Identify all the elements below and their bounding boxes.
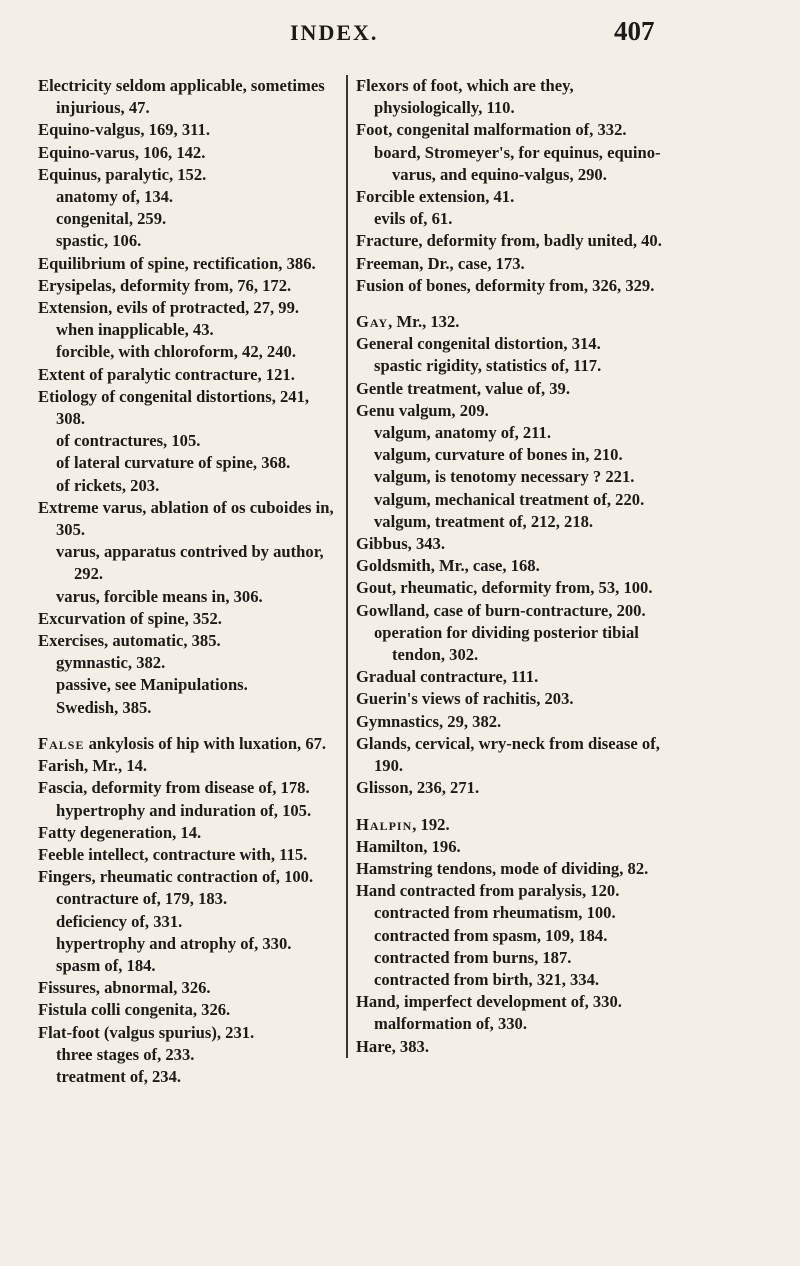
index-entry: Goldsmith, Mr., case, 168. [356, 556, 540, 576]
index-subentry: of lateral curvature of spine, 368. [56, 453, 291, 473]
index-subentry: valgum, treatment of, 212, 218. [374, 511, 594, 531]
section-gap [356, 297, 676, 311]
index-subentry: when inapplicable, 43. [56, 320, 214, 340]
index-subentry: malformation of, 330. [374, 1014, 528, 1034]
index-subentry: spastic rigidity, statistics of, 117. [374, 356, 602, 376]
index-entry: Gowlland, case of burn-contracture, 200. [356, 600, 646, 620]
index-subentry: contracted from rheumatism, 100. [374, 903, 616, 923]
index-entry: Equilibrium of spine, rectification, 386. [38, 253, 316, 273]
page-number: 407 [614, 16, 655, 46]
index-letter-lead: Gay [356, 312, 389, 332]
index-subentry: of rickets, 203. [56, 475, 160, 495]
index-subentry: gymnastic, 382. [56, 653, 166, 673]
index-subentry: anatomy of, 134. [56, 187, 174, 207]
index-entry-text: , 192. [412, 814, 450, 834]
index-subentry: Swedish, 385. [56, 697, 152, 717]
index-entry: Etiology of congenital distortions, 241, 308. [38, 386, 310, 429]
index-subentry: hypertrophy and induration of, 105. [56, 800, 312, 820]
index-entry [38, 733, 338, 755]
index-entry: Flexors of foot, which are they, physiologically, 110. [356, 76, 574, 118]
index-entry [356, 311, 676, 333]
index-entry: Equino-varus, 106, 142. [38, 142, 206, 162]
index-entry: Fissures, abnormal, 326. [38, 978, 211, 998]
index-column-left [38, 75, 338, 1088]
index-entry: Glands, cervical, wry-neck from disease of, 190. [356, 733, 660, 776]
index-entry: Foot, congenital malformation of, 332. [356, 120, 627, 140]
index-entry: Fatty degeneration, 14. [38, 822, 202, 842]
index-subentry: spasm of, 184. [56, 955, 156, 975]
index-subentry: evils of, 61. [374, 209, 453, 229]
index-subentry: deficiency of, 331. [56, 911, 183, 931]
index-subentry: congenital, 259. [56, 209, 167, 229]
index-entry: Erysipelas, deformity from, 76, 172. [38, 275, 292, 295]
index-entry: Gradual contracture, 111. [356, 667, 539, 687]
index-subentry: spastic, 106. [56, 231, 142, 251]
index-subentry: board, Stromeyer's, for equinus, equino-varus, and equino-valgus, 290. [374, 142, 661, 184]
index-subentry: valgum, mechanical treatment of, 220. [374, 489, 645, 509]
index-entry: Equinus, paralytic, 152. [38, 164, 207, 184]
index-subentry: varus, forcible means in, 306. [56, 586, 263, 606]
index-entry-text: , Mr., 132. [388, 312, 460, 332]
index-entry: Hamilton, 196. [356, 836, 461, 856]
index-entry: General congenital distortion, 314. [356, 334, 601, 354]
index-entry: Fusion of bones, deformity from, 326, 329. [356, 275, 655, 295]
section-gap [356, 800, 676, 814]
index-entry: Hand, imperfect development of, 330. [356, 992, 622, 1012]
index-subentry: forcible, with chloroform, 42, 240. [56, 342, 296, 362]
index-entry: Fracture, deformity from, badly united, 40. [356, 231, 662, 251]
index-entry: Fistula colli congenita, 326. [38, 1000, 231, 1020]
index-entry: Extreme varus, ablation of os cuboides in, 305. [38, 497, 334, 540]
page-header-title: INDEX. [290, 20, 379, 45]
index-entry: Glisson, 236, 271. [356, 778, 480, 798]
index-entry: Flat-foot (valgus spurius), 231. [38, 1022, 255, 1042]
index-entry: Excurvation of spine, 352. [38, 608, 222, 628]
index-entry: Gymnastics, 29, 382. [356, 711, 502, 731]
index-entry: Extent of paralytic contracture, 121. [38, 364, 295, 384]
index-subentry: contracture of, 179, 183. [56, 889, 228, 909]
index-subentry: of contractures, 105. [56, 431, 201, 451]
index-entry: Farish, Mr., 14. [38, 756, 148, 776]
index-subentry: hypertrophy and atrophy of, 330. [56, 933, 292, 953]
index-entry [356, 814, 676, 836]
index-subentry: passive, see Manipulations. [56, 675, 248, 695]
index-entry: Hare, 383. [356, 1036, 429, 1056]
section-gap [38, 719, 338, 733]
index-subentry: operation for dividing posterior tibial tendon, 302. [374, 622, 639, 665]
index-subentry: contracted from burns, 187. [374, 947, 572, 967]
index-entry: Hand contracted from paralysis, 120. [356, 881, 620, 901]
index-entry: Forcible extension, 41. [356, 187, 515, 207]
index-entry: Gentle treatment, value of, 39. [356, 378, 570, 398]
index-subentry: contracted from birth, 321, 334. [374, 969, 600, 989]
index-letter-lead: Halpin [356, 814, 413, 834]
index-entry: Hamstring tendons, mode of dividing, 82. [356, 858, 649, 878]
index-entry: Gout, rheumatic, deformity from, 53, 100. [356, 578, 653, 598]
index-entry: Genu valgum, 209. [356, 400, 489, 420]
index-letter-lead: False [38, 733, 85, 753]
index-entry: Fingers, rheumatic contraction of, 100. [38, 867, 314, 887]
index-entry: Electricity seldom applicable, sometimes injurious, 47. [38, 76, 325, 118]
index-entry-text: ankylosis of hip with luxation, 67. [84, 733, 327, 753]
index-entry: Equino-valgus, 169, 311. [38, 120, 210, 140]
index-subentry: three stages of, 233. [56, 1044, 195, 1064]
index-subentry: varus, apparatus contrived by author, 292. [56, 542, 324, 584]
index-subentry: valgum, anatomy of, 211. [374, 423, 552, 443]
index-subentry: valgum, curvature of bones in, 210. [374, 445, 623, 465]
index-subentry: valgum, is tenotomy necessary ? 221. [374, 467, 635, 487]
index-entry: Feeble intellect, contracture with, 115. [38, 844, 308, 864]
index-entry: Exercises, automatic, 385. [38, 631, 221, 651]
index-entry: Freeman, Dr., case, 173. [356, 253, 525, 273]
index-entry: Fascia, deformity from disease of, 178. [38, 778, 310, 798]
index-subentry: treatment of, 234. [56, 1066, 182, 1086]
index-column-right [346, 75, 676, 1058]
index-subentry: contracted from spasm, 109, 184. [374, 925, 608, 945]
index-entry: Extension, evils of protracted, 27, 99. [38, 298, 300, 318]
index-entry: Guerin's views of rachitis, 203. [356, 689, 574, 709]
index-entry: Gibbus, 343. [356, 534, 445, 554]
